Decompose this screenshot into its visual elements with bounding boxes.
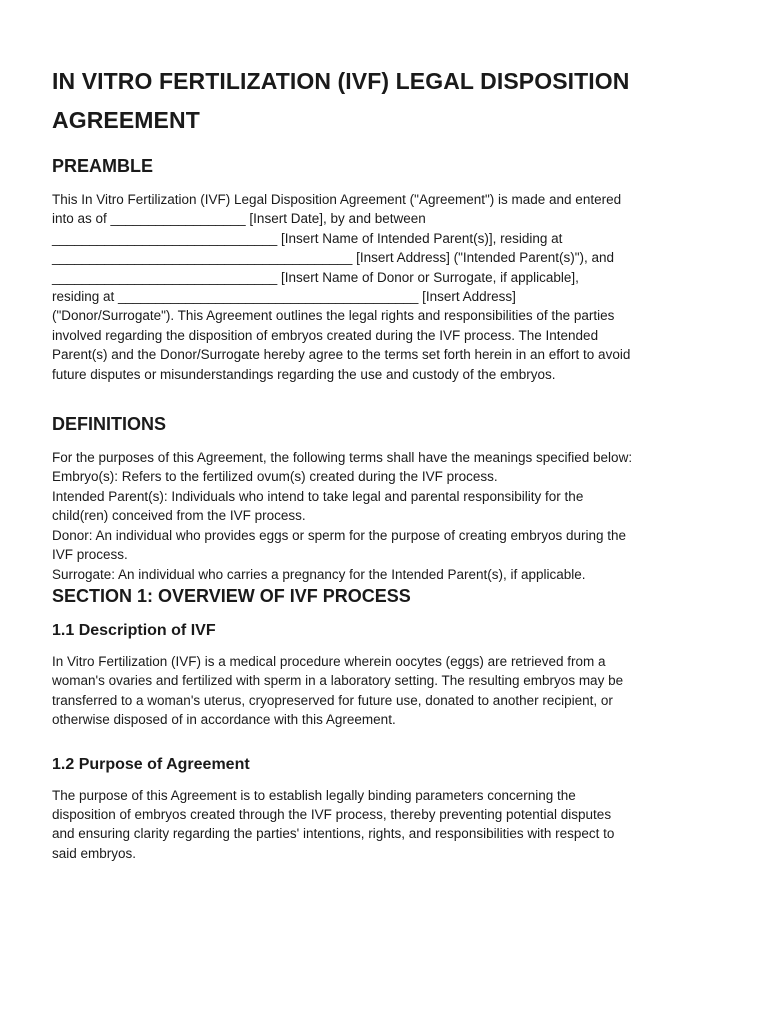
preamble-line: This In Vitro Fertilization (IVF) Legal Disposition Agreement ("Agreement") is made and entered [52,192,622,207]
subsection-1-2 [52,754,724,864]
subsection-1-1-paragraph [52,652,724,730]
preamble-line: ______________________________ [Insert Name of Donor or Surrogate, if applicable], [52,269,579,285]
definition-line: Embryo(s): Refers to the fertilized ovum(s) created during the IVF process. [52,469,498,485]
definitions-intro: For the purposes of this Agreement, the following terms shall have the meanings specified below: [52,450,633,466]
preamble-section [52,154,724,384]
definition-line: Intended Parent(s): Individuals who intend to take legal and parental responsibility for the [52,488,584,504]
preamble-paragraph [52,190,724,384]
subsection-1-1 [52,620,724,730]
subsection-1-1-heading: 1.1 Description of IVF [52,621,216,639]
preamble-line: ______________________________ [Insert Name of Intended Parent(s)], residing at [52,230,563,246]
definition-embryo [52,467,724,486]
document-page [52,62,724,863]
paragraph-line: disposition of embryos created through the IVF process, thereby preventing potential disputes [52,806,612,822]
preamble-heading: PREAMBLE [52,156,154,176]
definition-donor [52,526,724,565]
paragraph-line: woman's ovaries and fertilized with sperm in a laboratory setting. The resulting embryos may be [52,673,624,689]
definition-line: Surrogate: An individual who carries a pregnancy for the Intended Parent(s), if applicable. [52,566,586,582]
section-1 [52,584,724,863]
subsection-1-2-heading: 1.2 Purpose of Agreement [52,755,250,773]
paragraph-line: The purpose of this Agreement is to establish legally binding parameters concerning the [52,787,576,803]
paragraph-line: In Vitro Fertilization (IVF) is a medical procedure wherein oocytes (eggs) are retrieved from a [52,653,606,669]
preamble-line: involved regarding the disposition of embryos created during the IVF process. The Intended [52,327,599,343]
preamble-line: into as of __________________ [Insert Date], by and between [52,211,426,227]
paragraph-line: otherwise disposed of in accordance with this Agreement. [52,712,396,728]
definitions-heading: DEFINITIONS [52,414,167,435]
document-title: IN VITRO FERTILIZATION (IVF) LEGAL DISPOSITION AGREEMENT [52,68,630,133]
preamble-line: ________________________________________ [Insert Address] ("Intended Parent(s)"), and [52,250,615,266]
paragraph-line: said embryos. [52,845,137,861]
definition-surrogate [52,565,724,584]
preamble-line: future disputes or misunderstandings regarding the use and custody of the embryos. [52,366,556,382]
paragraph-line: transferred to a woman's uterus, cryopreserved for future use, donated to another recipient, or [52,692,613,708]
preamble-line: ("Donor/Surrogate"). This Agreement outlines the legal rights and responsibilities of the parties [52,308,615,324]
subsection-1-2-paragraph [52,786,724,864]
definition-intended-parent [52,487,724,526]
paragraph-line: and ensuring clarity regarding the parties' intentions, rights, and responsibilities with respect to [52,826,615,842]
definitions-section [52,412,724,584]
preamble-line: Parent(s) and the Donor/Surrogate hereby agree to the terms set forth herein in an effort to avoid [52,347,631,363]
definition-line: IVF process. [52,547,128,563]
section-1-heading: SECTION 1: OVERVIEW OF IVF PROCESS [52,585,411,606]
definition-line: Donor: An individual who provides eggs or sperm for the purpose of creating embryos during the [52,527,627,543]
preamble-line: residing at ________________________________________ [Insert Address] [52,289,516,305]
definition-line: child(ren) conceived from the IVF process. [52,508,306,524]
